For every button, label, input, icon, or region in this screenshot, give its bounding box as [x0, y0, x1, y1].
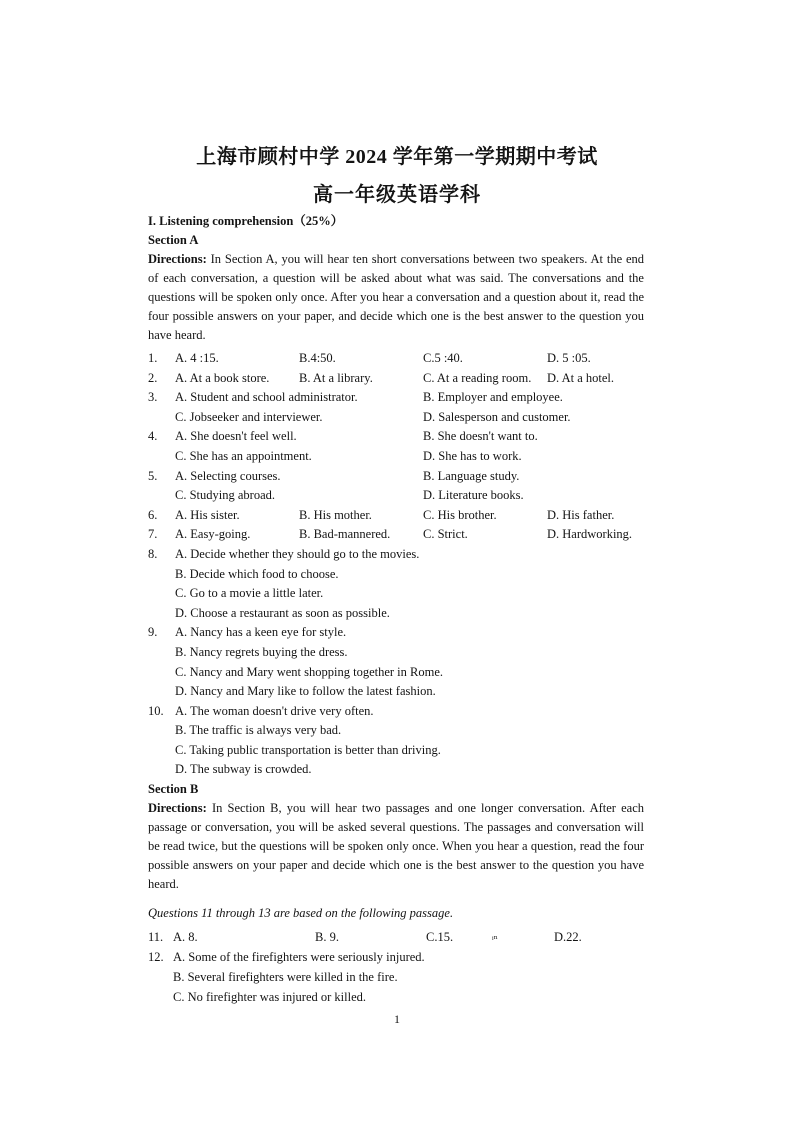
option-a: A. She doesn't feel well.: [175, 429, 297, 444]
question-8-continued: [148, 604, 644, 624]
option-c: C.5 :40.: [423, 351, 463, 365]
question-8-continued: [148, 584, 644, 604]
section-b-heading: Section B: [148, 782, 199, 797]
option-c: C. Taking public transportation is better than driving.: [175, 742, 441, 757]
option-a: A. At a book store.: [175, 370, 270, 385]
option-a: A. Decide whether they should go to the movies.: [175, 546, 420, 561]
question-9-continued: [148, 663, 644, 683]
question-8: [148, 545, 644, 565]
question-number: 1.: [148, 351, 158, 365]
option-d: D. His father.: [547, 507, 615, 522]
directions-label: Directions:: [148, 252, 207, 266]
section-b-directions: [148, 799, 644, 894]
question-number: 8.: [148, 546, 158, 561]
question-10: [148, 702, 644, 722]
option-b: B. At a library.: [299, 370, 373, 385]
option-a: A. Nancy has a keen eye for style.: [175, 625, 347, 640]
option-c: C. Nancy and Mary went shopping together in Rome.: [175, 664, 444, 679]
option-b: B. His mother.: [299, 507, 372, 522]
question-list: [148, 349, 644, 780]
exam-content: [148, 212, 644, 1007]
question-5: [148, 467, 644, 487]
question-12-option-c-row: [148, 987, 644, 1007]
section-a-directions: [148, 250, 644, 345]
question-number: 11.: [148, 930, 164, 945]
question-9: [148, 623, 644, 643]
question-12-option-b-row: [148, 967, 644, 987]
option-d: D. At a hotel.: [547, 370, 615, 385]
question-number: 7.: [148, 527, 158, 542]
question-3: [148, 388, 644, 408]
option-d: D. Salesperson and customer.: [423, 409, 571, 424]
question-6: [148, 506, 644, 526]
option-a: A. 4 :15.: [175, 351, 219, 365]
option-b: B. Language study.: [423, 468, 520, 483]
option-b: B. She doesn't want to.: [423, 429, 538, 444]
option-a: A. Student and school administrator.: [175, 390, 358, 405]
question-number: 10.: [148, 703, 164, 718]
directions-text: In Section B, you will hear two passages and one longer conversation. After each passage or conversation, you will be asked several questions. The passages and conversation will be read twice, but the questions will be spoken only once. When you hear a question, read the four possible answers on your paper and decide which one is the best answer to the question you have heard.: [148, 801, 644, 892]
option-b: B. Nancy regrets buying the dress.: [175, 644, 348, 659]
option-b: B. Several firefighters were killed in the fire.: [173, 970, 398, 985]
option-b: B. Bad-mannered.: [299, 527, 391, 542]
option-d: D. Hardworking.: [547, 527, 633, 542]
part-heading: I. Listening comprehension（25%）: [148, 214, 344, 228]
option-c: C. Jobseeker and interviewer.: [175, 409, 323, 424]
question-10-continued: [148, 741, 644, 761]
question-10-continued: [148, 721, 644, 741]
option-c: C. Studying abroad.: [175, 488, 275, 503]
question-8-continued: [148, 565, 644, 585]
question-number: 12.: [148, 950, 164, 965]
exam-title: 上海市顾村中学 2024 学年第一学期期中考试: [196, 146, 598, 168]
question-11: [148, 927, 644, 947]
section-a-heading: Section A: [148, 233, 199, 247]
option-d: D. Choose a restaurant as soon as possible.: [175, 605, 390, 620]
stray-mark: ᵢₙ: [492, 931, 498, 943]
option-d: D. She has to work.: [423, 448, 522, 463]
page-number: 1: [394, 1012, 400, 1026]
directions-text: In Section A, you will hear ten short conversations between two speakers. At the end of each conversation, a question will be asked about what was said. The conversations and the questions will be spoken only once. After you hear a conversation and a question about it, read the four possible answers on your paper, and decide which one is the best answer to the question you have heard.: [148, 252, 644, 342]
option-c: C.15.: [426, 930, 454, 945]
option-b: B. Decide which food to choose.: [175, 566, 339, 581]
option-a: A. Some of the firefighters were seriously injured.: [173, 950, 425, 965]
option-b: B. Employer and employee.: [423, 390, 563, 405]
question-3-continued: [148, 408, 644, 428]
option-a: A. Easy-going.: [175, 527, 251, 542]
option-c: C. Strict.: [423, 527, 468, 542]
question-number: 9.: [148, 625, 158, 640]
question-5-continued: [148, 486, 644, 506]
option-a: A. Selecting courses.: [175, 468, 281, 483]
question-number: 6.: [148, 507, 158, 522]
option-c: C. No firefighter was injured or killed.: [173, 990, 367, 1005]
option-b: B. 9.: [315, 930, 339, 945]
option-d: D. 5 :05.: [547, 351, 591, 365]
question-4-continued: [148, 447, 644, 467]
question-number: 5.: [148, 468, 158, 483]
option-a: A. 8.: [173, 930, 198, 945]
option-a: A. The woman doesn't drive very often.: [175, 703, 374, 718]
question-number: 4.: [148, 429, 158, 444]
question-number: 2.: [148, 370, 158, 385]
question-7: [148, 525, 644, 545]
option-c: C. His brother.: [423, 507, 497, 522]
passage-note: Questions 11 through 13 are based on the following passage.: [148, 906, 454, 921]
question-1: [148, 349, 644, 369]
option-c: C. She has an appointment.: [175, 448, 312, 463]
question-number: 3.: [148, 390, 158, 405]
question-2: [148, 369, 644, 389]
question-9-continued: [148, 643, 644, 663]
directions-label: Directions:: [148, 801, 207, 816]
option-b: B.4:50.: [299, 351, 336, 365]
exam-subtitle: 高一年级英语学科: [313, 184, 481, 206]
option-c: C. Go to a movie a little later.: [175, 586, 324, 601]
option-d: D.22.: [554, 930, 582, 945]
question-12: [148, 947, 644, 967]
question-9-continued: [148, 682, 644, 702]
option-a: A. His sister.: [175, 507, 240, 522]
question-4: [148, 427, 644, 447]
option-d: D. The subway is crowded.: [175, 762, 312, 777]
option-d: D. Nancy and Mary like to follow the latest fashion.: [175, 684, 436, 699]
option-b: B. The traffic is always very bad.: [175, 723, 342, 738]
option-c: C. At a reading room.: [423, 370, 532, 385]
option-d: D. Literature books.: [423, 488, 524, 503]
question-10-continued: [148, 760, 644, 780]
